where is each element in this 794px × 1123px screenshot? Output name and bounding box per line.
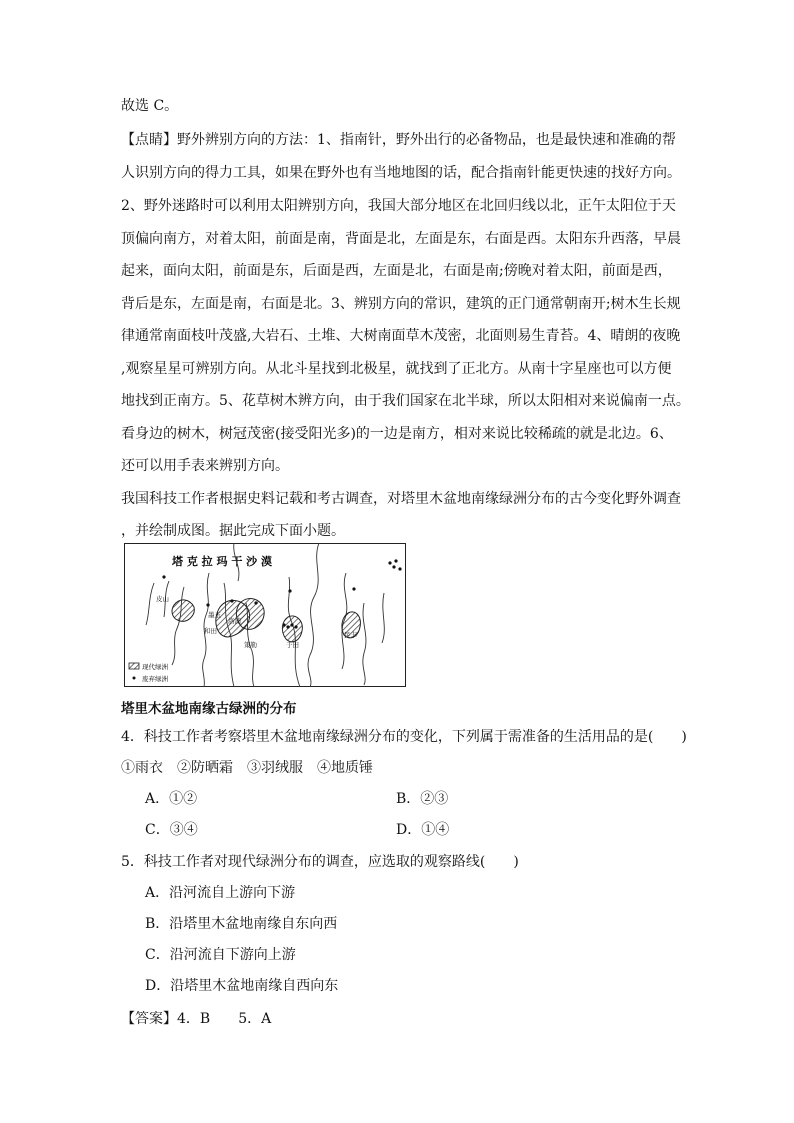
map-title: 塔 克 拉 玛 干 沙 漠 — [172, 555, 272, 568]
text-line: 还可以用手表来辨别方向。 — [121, 458, 289, 474]
q4-option-b: B．②③ — [396, 791, 449, 807]
text-line: 背后是东，左面是南，右面是北。3、辨别方向的常识，建筑的正门通常朝南开;树木生长规 — [121, 296, 681, 312]
oasis-map — [124, 543, 406, 687]
text-line: 看身边的树木，树冠茂密(接受阳光多)的一边是南方，相对来说比较稀疏的就是北边。6、 — [121, 426, 673, 442]
question-4-stem: 4．科技工作者考察塔里木盆地南缘绿洲分布的变化，下列属于需准备的生活用品的是( ) — [121, 729, 687, 745]
q4-option-c: C．③④ — [145, 822, 198, 838]
text-line: ,观察星星可辨别方向。从北斗星找到北极星，就找到了正北方。从南十字星座也可以方便 — [121, 361, 672, 377]
text-line: 人识别方向的得力工具，如果在野外也有当地地图的话，配合指南针能更快速的找好方向。 — [121, 165, 681, 181]
text-line: 【点睛】野外辨别方向的方法：1、指南针，野外出行的必备物品，也是最快速和准确的帮 — [121, 132, 676, 148]
text-line: 我国科技工作者根据史料记载和考古调查，对塔里木盆地南缘绿洲分布的古今变化野外调查 — [121, 491, 681, 507]
text-line: 2、野外迷路时可以利用太阳辨别方向，我国大部分地区在北回归线以北，正午太阳位于天 — [121, 198, 676, 214]
question-4-items: ①雨衣 ②防晒霜 ③羽绒服 ④地质锤 — [121, 760, 373, 776]
q5-option-b: B．沿塔里木盆地南缘自东向西 — [145, 916, 338, 932]
legend-modern: 现代绿洲 — [142, 663, 168, 671]
q5-option-d: D．沿塔里木盆地南缘自西向东 — [145, 978, 339, 994]
place-label: 墨玉 — [208, 611, 221, 619]
place-label: 和田 — [204, 627, 217, 635]
answer-line: 【答案】4．B 5．A — [121, 1011, 272, 1027]
place-label: 皮山 — [156, 595, 169, 603]
text-line: ，并绘制成图。据此完成下面小题。 — [121, 523, 345, 539]
place-label: 策勒 — [244, 641, 257, 649]
q4-option-a: A．①② — [145, 791, 198, 807]
text-line: 起来，面向太阳，前面是东，后面是西，左面是北，右面是南;傍晚对着太阳，前面是西， — [121, 263, 672, 279]
text-line: 律通常南面枝叶茂盛,大岩石、土堆、大树南面草木茂密，北面则易生青苔。4、晴朗的夜晚 — [121, 328, 681, 344]
q4-option-d: D．①④ — [396, 822, 450, 838]
text-line: 顶偏向南方，对着太阳，前面是南，背面是北，左面是东，右面是西。太阳东升西落，早晨 — [121, 231, 681, 247]
q5-option-a: A．沿河流自上游向下游 — [145, 885, 296, 901]
legend-abandoned: 废弃绿洲 — [142, 675, 168, 683]
text-line: 故选 C。 — [121, 98, 179, 114]
place-label: 洛浦 — [228, 617, 241, 625]
question-5-stem: 5．科技工作者对现代绿洲分布的调查，应选取的观察路线( ) — [121, 854, 519, 870]
q5-option-c: C．沿河流自下游向上游 — [145, 947, 296, 963]
place-label: 于田 — [286, 641, 299, 649]
text-line: 地找到正南方。5、花草树木辨方向，由于我们国家在北半球，所以太阳相对来说偏南一点。 — [121, 393, 690, 409]
figure-caption: 塔里木盆地南缘古绿洲的分布 — [121, 701, 297, 717]
place-label: 民丰 — [344, 631, 357, 639]
